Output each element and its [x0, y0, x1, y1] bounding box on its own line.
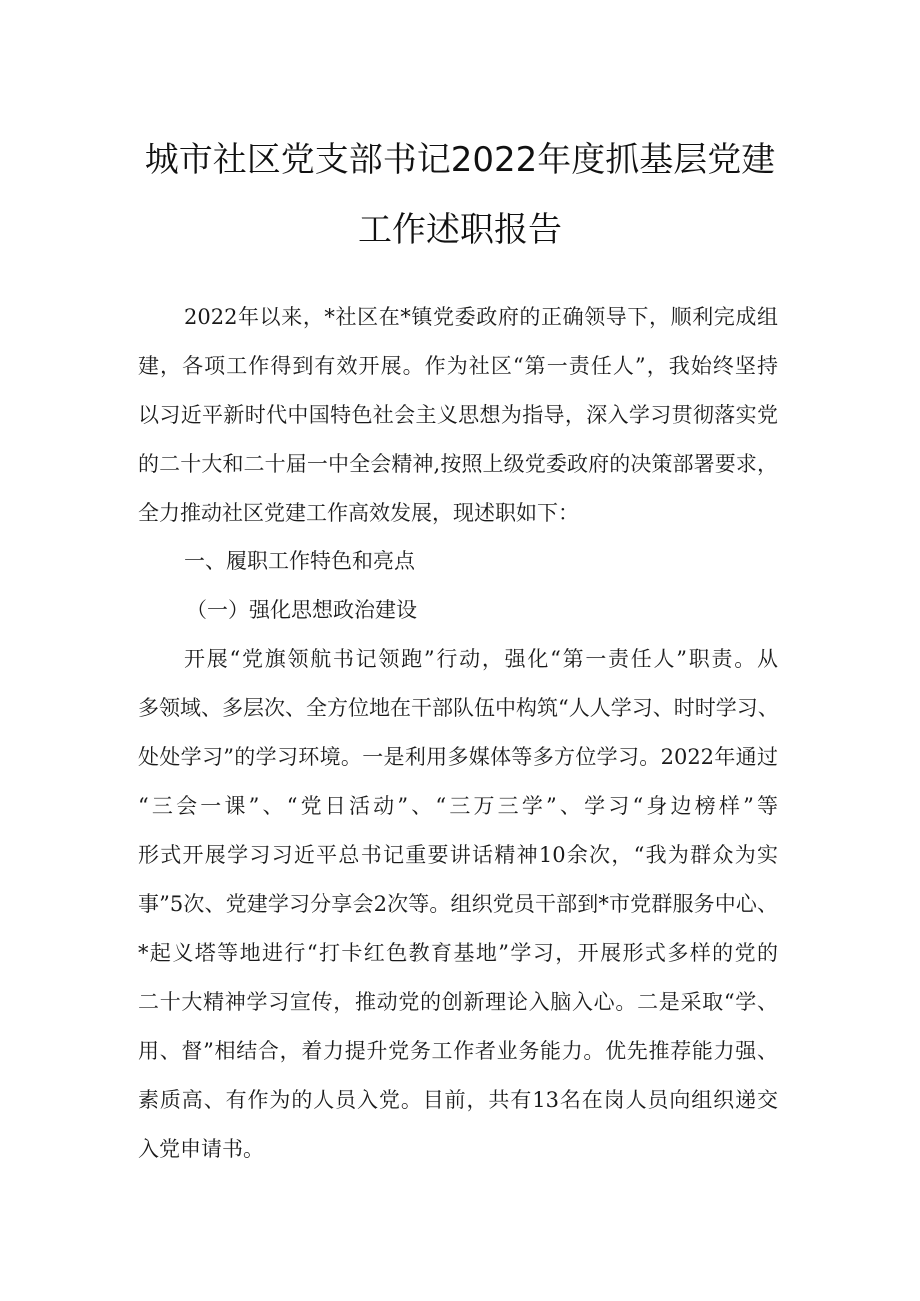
body-line: 开展“党旗领航书记领跑”行动，强化“第一责任人”职责。从	[184, 647, 778, 671]
intro-line: 的二十大和二十届一中全会精神,按照上级党委政府的决策部署要求，	[138, 452, 778, 476]
body-line: 事”5次、党建学习分享会2次等。组织党员干部到*市党群服务中心、	[138, 892, 778, 916]
document-title-line-2: 工作述职报告	[358, 210, 562, 250]
body-line: 处处学习”的学习环境。一是利用多媒体等多方位学习。2022年通过	[138, 745, 778, 769]
body-line: 用、督”相结合，着力提升党务工作者业务能力。优先推荐能力强、	[138, 1039, 778, 1063]
body-line: 形式开展学习习近平总书记重要讲话精神10余次，“我为群众为实	[138, 843, 778, 867]
intro-line: 全力推动社区党建工作高效发展，现述职如下：	[138, 501, 579, 525]
document-title-line-1: 城市社区党支部书记2022年度抓基层党建	[144, 140, 776, 180]
body-line: 素质高、有作为的人员入党。目前，共有13名在岗人员向组织递交	[138, 1088, 778, 1112]
body-line: *起义塔等地进行“打卡红色教育基地”学习，开展形式多样的党的	[138, 941, 778, 965]
intro-line: 建，各项工作得到有效开展。作为社区“第一责任人”，我始终坚持	[138, 354, 778, 378]
intro-line: 2022年以来，*社区在*镇党委政府的正确领导下，顺利完成组	[184, 305, 778, 329]
body-line: 入党申请书。	[138, 1137, 264, 1161]
section-heading: 一、履职工作特色和亮点	[184, 549, 415, 573]
subsection-heading: （一）强化思想政治建设	[186, 598, 417, 622]
intro-line: 以习近平新时代中国特色社会主义思想为指导，深入学习贯彻落实党	[138, 403, 778, 427]
body-line: 二十大精神学习宣传，推动党的创新理论入脑入心。二是采取“学、	[138, 990, 778, 1014]
body-line: “三会一课”、“党日活动”、“三万三学”、学习“身边榜样”等	[138, 794, 778, 818]
body-line: 多领域、多层次、全方位地在干部队伍中构筑“人人学习、时时学习、	[138, 696, 779, 720]
